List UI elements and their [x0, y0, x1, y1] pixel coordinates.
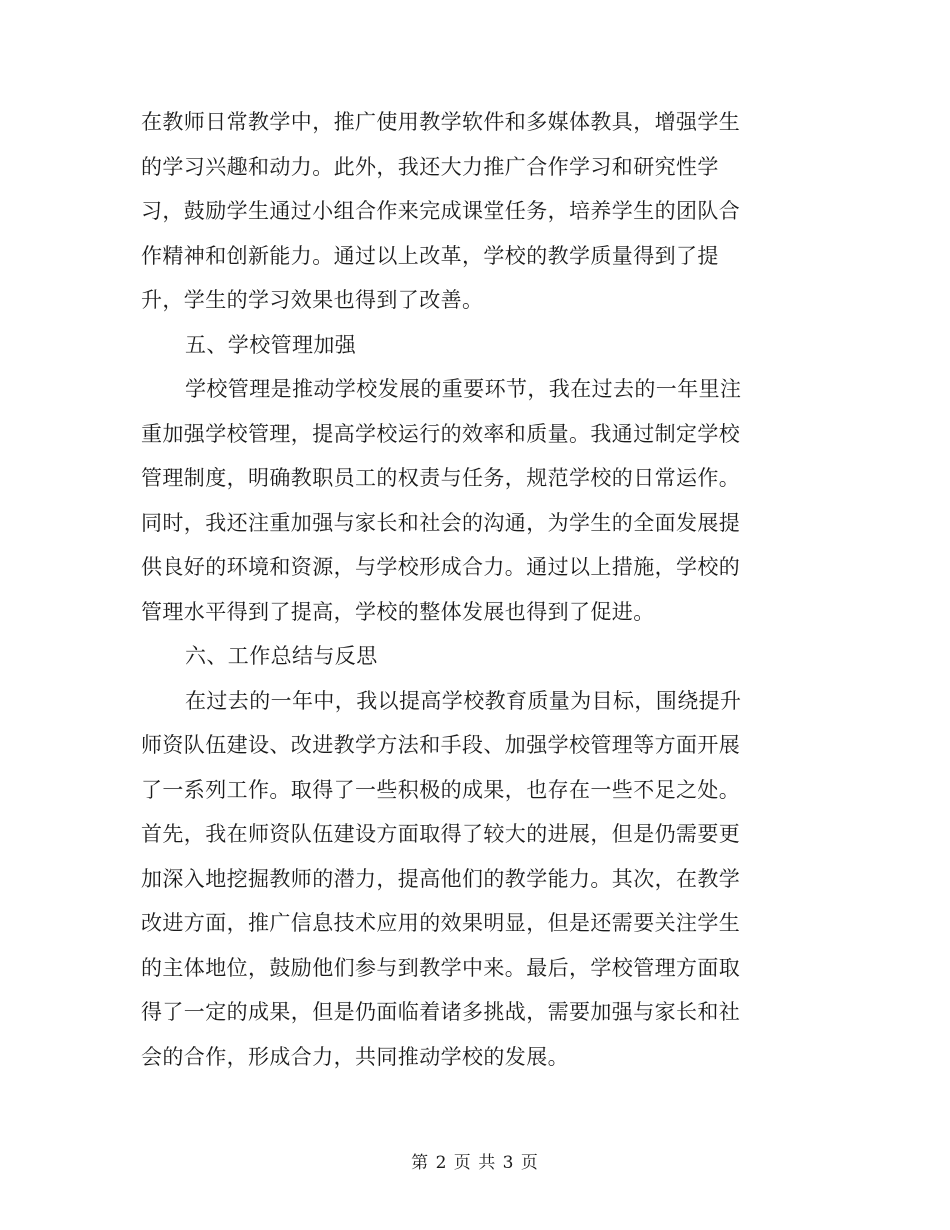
page-number-footer: 第 2 页 共 3 页 [411, 1153, 539, 1173]
document-body [141, 100, 801, 1079]
text-line: 的学习兴趣和动力。此外，我还大力推广合作学习和研究性学 [141, 154, 719, 179]
text-line: 作精神和创新能力。通过以上改革，学校的教学质量得到了提 [141, 243, 719, 268]
text-line: 了一系列工作。取得了一些积极的成果，也存在一些不足之处。 [141, 777, 741, 802]
text-line: 习，鼓励学生通过小组合作来完成课堂任务，培养学生的团队合 [141, 199, 741, 223]
text-line: 首先，我在师资队伍建设方面取得了较大的进展，但是仍需要更 [141, 822, 741, 846]
text-line: 在教师日常教学中，推广使用教学软件和多媒体教具，增强学生 [141, 110, 741, 134]
section-heading: 五、学校管理加强 [185, 332, 357, 357]
text-line: 得了一定的成果，但是仍面临着诸多挑战，需要加强与家长和社 [141, 1000, 741, 1024]
text-line: 改进方面，推广信息技术应用的效果明显，但是还需要关注学生 [141, 911, 741, 935]
text-line: 学校管理是推动学校发展的重要环节，我在过去的一年里注 [185, 377, 742, 401]
text-line: 加深入地挖掘教师的潜力，提高他们的教学能力。其次，在教学 [141, 866, 741, 891]
section-heading: 六、工作总结与反思 [185, 644, 378, 668]
text-line: 升，学生的学习效果也得到了改善。 [141, 288, 484, 312]
text-line: 供良好的环境和资源，与学校形成合力。通过以上措施，学校的 [141, 555, 741, 579]
text-line: 同时，我还注重加强与家长和社会的沟通，为学生的全面发展提 [141, 510, 741, 535]
text-line: 管理水平得到了提高，学校的整体发展也得到了促进。 [141, 599, 655, 624]
text-line: 师资队伍建设、改进教学方法和手段、加强学校管理等方面开展 [141, 733, 741, 757]
text-line: 重加强学校管理，提高学校运行的效率和质量。我通过制定学校 [141, 421, 741, 446]
text-line: 会的合作，形成合力，共同推动学校的发展。 [141, 1044, 569, 1069]
text-line: 管理制度，明确教职员工的权责与任务，规范学校的日常运作。 [141, 466, 741, 490]
text-line: 在过去的一年中，我以提高学校教育质量为目标，围绕提升 [185, 688, 742, 713]
text-line: 的主体地位，鼓励他们参与到教学中来。最后，学校管理方面取 [141, 955, 741, 980]
